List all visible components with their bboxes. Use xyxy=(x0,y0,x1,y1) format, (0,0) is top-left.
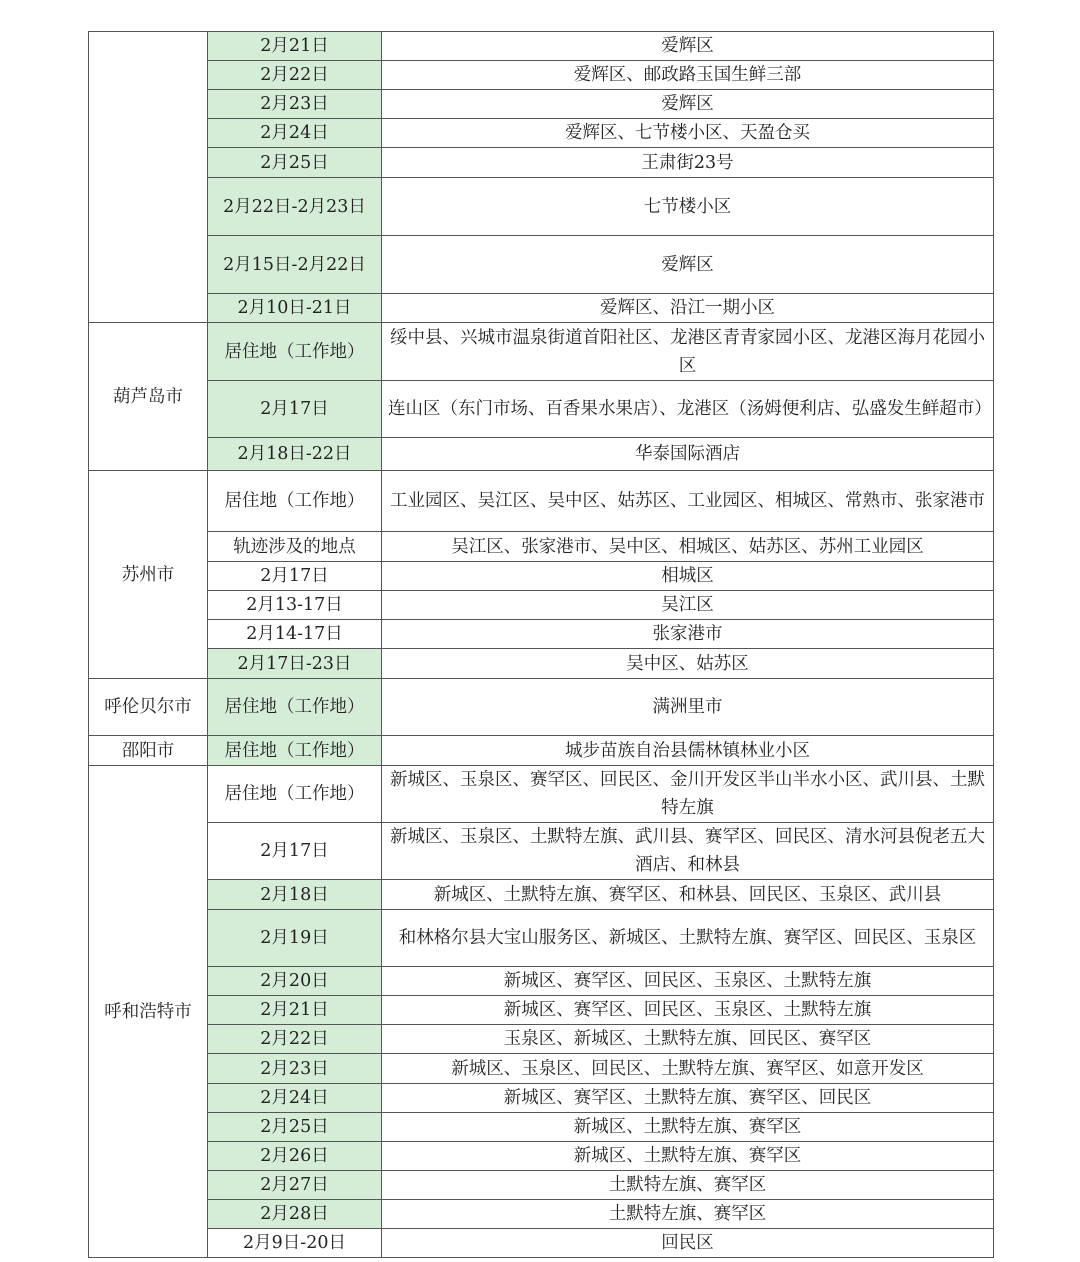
date-cell: 2月17日 xyxy=(208,562,382,591)
places-cell: 新城区、玉泉区、赛罕区、回民区、金川开发区半山半水小区、武川县、土默特左旗 xyxy=(382,766,994,823)
date-cell: 2月23日 xyxy=(208,90,382,119)
table-row xyxy=(89,591,994,620)
date-cell: 2月25日 xyxy=(208,148,382,178)
date-cell: 2月27日 xyxy=(208,1171,382,1200)
table-row xyxy=(89,438,994,471)
date-cell: 2月22日-2月23日 xyxy=(208,178,382,236)
table-row xyxy=(89,1084,994,1113)
places-cell: 连山区（东门市场、百香果水果店）、龙港区（汤姆便利店、弘盛发生鲜超市） xyxy=(382,381,994,438)
date-cell: 2月26日 xyxy=(208,1142,382,1171)
table-row xyxy=(89,323,994,381)
date-cell: 居住地（工作地） xyxy=(208,766,382,823)
date-cell: 2月18日 xyxy=(208,880,382,910)
date-cell: 2月28日 xyxy=(208,1200,382,1229)
table-row xyxy=(89,148,994,178)
table-row xyxy=(89,910,994,967)
date-cell: 2月10日-21日 xyxy=(208,294,382,323)
date-cell: 2月21日 xyxy=(208,32,382,61)
table-row xyxy=(89,1113,994,1142)
date-cell: 2月15日-2月22日 xyxy=(208,236,382,294)
places-cell: 新城区、赛罕区、回民区、玉泉区、土默特左旗 xyxy=(382,996,994,1025)
places-cell: 新城区、土默特左旗、赛罕区 xyxy=(382,1142,994,1171)
date-cell: 2月23日 xyxy=(208,1054,382,1084)
table-row xyxy=(89,679,994,736)
places-cell: 新城区、土默特左旗、赛罕区、和林县、回民区、玉泉区、武川县 xyxy=(382,880,994,910)
places-cell: 城步苗族自治县儒林镇林业小区 xyxy=(382,736,994,766)
places-cell: 华泰国际酒店 xyxy=(382,438,994,471)
table-row xyxy=(89,1200,994,1229)
date-cell: 2月17日-23日 xyxy=(208,649,382,679)
places-cell: 相城区 xyxy=(382,562,994,591)
places-cell: 工业园区、吴江区、吴中区、姑苏区、工业园区、相城区、常熟市、张家港市 xyxy=(382,471,994,532)
table-row xyxy=(89,1229,994,1258)
city-cell: 呼伦贝尔市 xyxy=(89,679,208,736)
table-row xyxy=(89,1142,994,1171)
date-cell: 2月20日 xyxy=(208,967,382,996)
table-row xyxy=(89,381,994,438)
date-cell: 2月22日 xyxy=(208,1025,382,1054)
table-row xyxy=(89,967,994,996)
table-row xyxy=(89,1054,994,1084)
places-cell: 土默特左旗、赛罕区 xyxy=(382,1200,994,1229)
table-row xyxy=(89,61,994,90)
table-row xyxy=(89,178,994,236)
table-row xyxy=(89,996,994,1025)
table-row xyxy=(89,649,994,679)
date-cell: 2月24日 xyxy=(208,119,382,148)
date-cell: 居住地（工作地） xyxy=(208,736,382,766)
date-cell: 居住地（工作地） xyxy=(208,323,382,381)
table-row xyxy=(89,236,994,294)
table-row xyxy=(89,32,994,61)
date-cell: 2月17日 xyxy=(208,823,382,880)
date-cell: 居住地（工作地） xyxy=(208,471,382,532)
places-cell: 爱辉区 xyxy=(382,236,994,294)
places-cell: 爱辉区、沿江一期小区 xyxy=(382,294,994,323)
date-cell: 2月17日 xyxy=(208,381,382,438)
places-cell: 新城区、赛罕区、土默特左旗、赛罕区、回民区 xyxy=(382,1084,994,1113)
places-cell: 吴江区、张家港市、吴中区、相城区、姑苏区、苏州工业园区 xyxy=(382,532,994,562)
city-cell: 苏州市 xyxy=(89,471,208,679)
table-row xyxy=(89,471,994,532)
date-cell: 轨迹涉及的地点 xyxy=(208,532,382,562)
city-cell: 邵阳市 xyxy=(89,736,208,766)
date-cell: 2月24日 xyxy=(208,1084,382,1113)
places-cell: 绥中县、兴城市温泉街道首阳社区、龙港区青青家园小区、龙港区海月花园小区 xyxy=(382,323,994,381)
places-cell: 新城区、玉泉区、回民区、土默特左旗、赛罕区、如意开发区 xyxy=(382,1054,994,1084)
location-table xyxy=(88,31,994,1258)
places-cell: 爱辉区、七节楼小区、天盈仓买 xyxy=(382,119,994,148)
table-row xyxy=(89,620,994,649)
city-cell: 呼和浩特市 xyxy=(89,766,208,1258)
places-cell: 新城区、赛罕区、回民区、玉泉区、土默特左旗 xyxy=(382,967,994,996)
places-cell: 和林格尔县大宝山服务区、新城区、土默特左旗、赛罕区、回民区、玉泉区 xyxy=(382,910,994,967)
date-cell: 2月13-17日 xyxy=(208,591,382,620)
date-cell: 2月21日 xyxy=(208,996,382,1025)
places-cell: 爱辉区 xyxy=(382,32,994,61)
table-row xyxy=(89,823,994,880)
date-cell: 居住地（工作地） xyxy=(208,679,382,736)
table-row xyxy=(89,1025,994,1054)
table-row xyxy=(89,119,994,148)
places-cell: 爱辉区 xyxy=(382,90,994,119)
places-cell: 新城区、玉泉区、土默特左旗、武川县、赛罕区、回民区、清水河县倪老五大酒店、和林县 xyxy=(382,823,994,880)
table-row xyxy=(89,766,994,823)
places-cell: 吴江区 xyxy=(382,591,994,620)
date-cell: 2月25日 xyxy=(208,1113,382,1142)
city-cell xyxy=(89,32,208,323)
table-row xyxy=(89,294,994,323)
table-row xyxy=(89,736,994,766)
places-cell: 满洲里市 xyxy=(382,679,994,736)
places-cell: 张家港市 xyxy=(382,620,994,649)
places-cell: 回民区 xyxy=(382,1229,994,1258)
table-row xyxy=(89,880,994,910)
date-cell: 2月14-17日 xyxy=(208,620,382,649)
places-cell: 吴中区、姑苏区 xyxy=(382,649,994,679)
places-cell: 七节楼小区 xyxy=(382,178,994,236)
city-cell: 葫芦岛市 xyxy=(89,323,208,471)
table-row xyxy=(89,532,994,562)
places-cell: 土默特左旗、赛罕区 xyxy=(382,1171,994,1200)
places-cell: 玉泉区、新城区、土默特左旗、回民区、赛罕区 xyxy=(382,1025,994,1054)
places-cell: 新城区、土默特左旗、赛罕区 xyxy=(382,1113,994,1142)
places-cell: 爱辉区、邮政路玉国生鲜三部 xyxy=(382,61,994,90)
date-cell: 2月22日 xyxy=(208,61,382,90)
table-row xyxy=(89,562,994,591)
date-cell: 2月19日 xyxy=(208,910,382,967)
table-row xyxy=(89,90,994,119)
date-cell: 2月9日-20日 xyxy=(208,1229,382,1258)
table-row xyxy=(89,1171,994,1200)
places-cell: 王肃街23号 xyxy=(382,148,994,178)
date-cell: 2月18日-22日 xyxy=(208,438,382,471)
